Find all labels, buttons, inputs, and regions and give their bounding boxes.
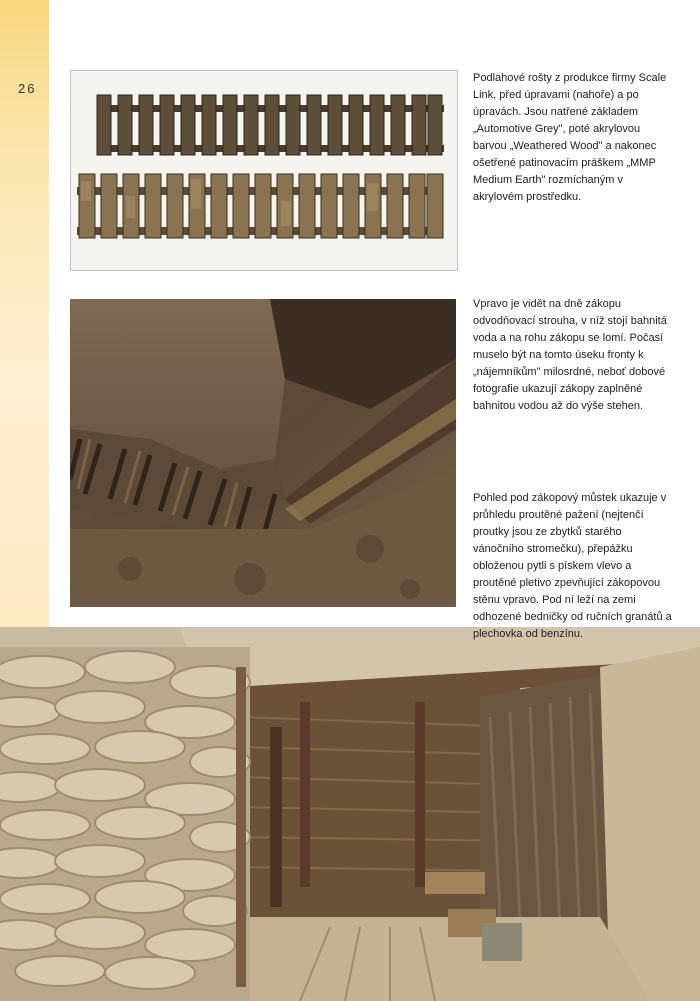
photo-duckboards bbox=[70, 70, 458, 271]
photo-trench-drainage bbox=[70, 299, 456, 607]
caption-duckboards: Podlahové rošty z produkce firmy Scale Link, před úpravami (nahoře) a po úpravách. Jsou natřené základem „Automotive Grey", poté akrylovou barvou „Weathered Wood" a nakonec ošetřené patinovacím práškem „MMP Medium Earth" rozmíchaným v akrylovém prostředku. bbox=[473, 72, 667, 203]
caption-bridge-view: Pohled pod zákopový můstek ukazuje v průhledu proutěné pažení (nejtenčí proutky jsou ze zbytků starého vánočního stromečku), přepážku obloženou pytli s pískem vlevo a proutěné pletivo zpevňující zákopovou stěnu vpravo. Pod ní leží na zemi odhozené bedničky od ručních granátů a plechovka od benzínu. bbox=[473, 492, 672, 640]
photo-trench-bridge-view bbox=[0, 627, 700, 1001]
page-number: 26 bbox=[18, 81, 37, 96]
caption-drainage: Vpravo je vidět na dně zákopu odvodňovací strouha, v níž stojí bahnitá voda a na rohu zákopu se lomí. Počasí muselo být na tomto úseku fronty k „nájemníkům" milosrdné, neboť dobové fotografie ukazují zákopy zaplněné bahnitou vodou až do výše stehen. bbox=[473, 298, 667, 412]
